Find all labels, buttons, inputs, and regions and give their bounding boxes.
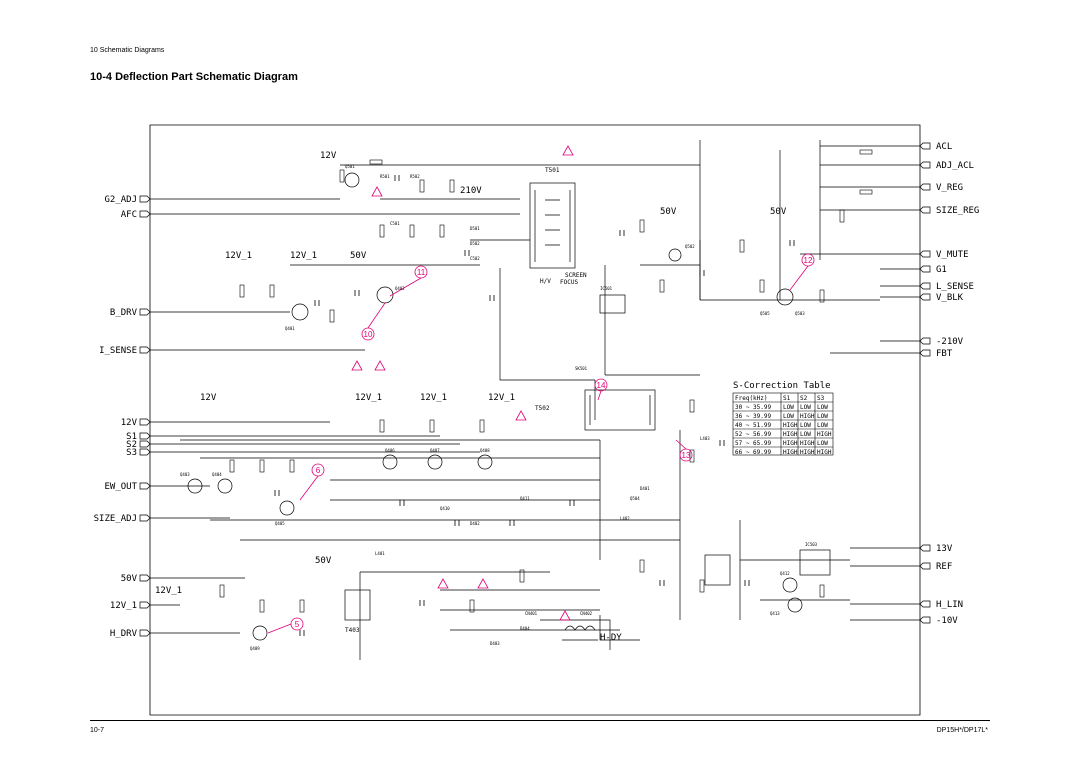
transistor-q412 — [783, 578, 797, 592]
s-table-header: Freq(kHz) — [735, 395, 768, 402]
port-left-4: 12V — [120, 418, 137, 428]
port-left-arrow-6 — [140, 441, 150, 447]
s-table-cell: HIGH — [817, 431, 832, 438]
port-right-3: SIZE_REG — [936, 206, 980, 216]
port-left-arrow-9 — [140, 515, 150, 521]
ref-d501: D501 — [470, 226, 480, 231]
marker-5: 5 — [294, 620, 300, 629]
s-table-cell: LOW — [817, 422, 828, 429]
ref-l403: L403 — [700, 436, 710, 441]
screen-label: SCREEN — [565, 272, 587, 279]
s-table-cell: HIGH — [800, 440, 815, 447]
transistor-q407 — [428, 455, 442, 469]
s-table-cell: HIGH — [783, 440, 798, 447]
rail-r12v1_c: 12V_1 — [355, 393, 383, 403]
port-left-11: 12V_1 — [109, 601, 137, 611]
port-left-arrow-0 — [140, 196, 150, 202]
footer-rule — [90, 720, 990, 721]
s-table-cell: HIGH — [817, 449, 832, 456]
ref-r501: R501 — [380, 174, 390, 179]
rail-r50v_d: 50V — [315, 556, 332, 566]
port-right-10: 13V — [936, 544, 953, 554]
ref-c501: C501 — [390, 221, 400, 226]
port-right-arrow-12 — [920, 601, 930, 607]
port-left-arrow-10 — [140, 575, 150, 581]
ref-q405: Q405 — [275, 521, 285, 526]
rail-12v1-extra: 12V_1 — [488, 393, 516, 403]
marker-14: 14 — [596, 381, 606, 390]
s-table-header: S1 — [783, 395, 791, 402]
port-left-7: S3 — [126, 448, 137, 458]
port-right-arrow-8 — [920, 338, 930, 344]
s-table-cell: 30 ~ 35.99 — [735, 404, 772, 411]
port-left-5: S1 — [126, 432, 137, 442]
ref-q504: Q504 — [630, 496, 640, 501]
ref-q505: Q505 — [760, 311, 770, 316]
ref-q501: Q501 — [345, 164, 355, 169]
transistor-q405 — [280, 501, 294, 515]
port-right-5: G1 — [936, 265, 947, 275]
port-left-arrow-5 — [140, 433, 150, 439]
focus-label: FOCUS — [560, 279, 579, 286]
rail-r12v1_e: 12V_1 — [155, 586, 183, 596]
port-right-arrow-9 — [920, 350, 930, 356]
s-table-header: S2 — [800, 395, 808, 402]
port-left-12: H_DRV — [109, 629, 137, 639]
t501-label: T501 — [545, 167, 560, 174]
footer-model: DP15H*/DP17L* — [936, 727, 988, 734]
port-right-arrow-10 — [920, 545, 930, 551]
ref-d404: D404 — [520, 626, 530, 631]
hv-label: H/V — [540, 278, 551, 285]
ref-q408: Q408 — [480, 448, 490, 453]
ref-q404: Q404 — [212, 472, 222, 477]
rail-r50v_a: 50V — [660, 207, 677, 217]
port-right-arrow-7 — [920, 294, 930, 300]
s-table-cell: 40 ~ 51.99 — [735, 422, 772, 429]
port-right-arrow-11 — [920, 563, 930, 569]
port-left-8: EW_OUT — [104, 482, 137, 492]
s-correction-table — [733, 381, 833, 456]
port-right-7: V_BLK — [936, 293, 964, 303]
port-right-arrow-6 — [920, 283, 930, 289]
transistor-q501 — [345, 173, 359, 187]
port-left-9: SIZE_ADJ — [93, 514, 137, 524]
ref-d401: D401 — [640, 486, 650, 491]
s-table-cell: HIGH — [783, 422, 798, 429]
transistor-q402 — [377, 287, 393, 303]
rail-r12v1_b: 12V_1 — [290, 251, 318, 261]
marker-11: 11 — [416, 268, 426, 277]
port-left-10: 50V — [120, 574, 137, 584]
ref-ic501: IC501 — [600, 286, 613, 291]
port-right-arrow-1 — [920, 162, 930, 168]
s-table-cell: 52 ~ 56.99 — [735, 431, 772, 438]
ref-d502: D502 — [470, 241, 480, 246]
transistor-q409 — [253, 626, 267, 640]
port-right-arrow-0 — [920, 143, 930, 149]
transistor-q404 — [218, 479, 232, 493]
port-left-2: B_DRV — [109, 308, 137, 318]
ic-block — [705, 555, 730, 585]
port-right-2: V_REG — [936, 183, 964, 193]
marker-13: 13 — [681, 451, 691, 460]
rail-r210v: 210V — [460, 186, 482, 196]
port-right-4: V_MUTE — [936, 250, 969, 260]
ref-cn402: CN402 — [580, 611, 593, 616]
ref-cn401: CN401 — [525, 611, 538, 616]
rail-r50v_c: 50V — [350, 251, 367, 261]
ref-q502: Q502 — [685, 244, 695, 249]
s-table-cell: LOW — [800, 404, 811, 411]
port-right-arrow-3 — [920, 207, 930, 213]
rail-r12v_a: 12V — [320, 151, 337, 161]
ref-q503: Q503 — [795, 311, 805, 316]
port-right-12: H_LIN — [936, 600, 964, 610]
s-table-header: S3 — [817, 395, 825, 402]
s-table-cell: LOW — [817, 404, 828, 411]
port-left-arrow-2 — [140, 309, 150, 315]
marker-6: 6 — [315, 466, 321, 475]
port-left-0: G2_ADJ — [104, 195, 137, 205]
s-table-cell: LOW — [783, 413, 794, 420]
port-left-arrow-8 — [140, 483, 150, 489]
ref-q413: Q413 — [770, 611, 780, 616]
s-table-cell: 57 ~ 65.99 — [735, 440, 772, 447]
transistor-q503 — [777, 289, 793, 305]
transformer-t403 — [345, 590, 370, 620]
port-right-arrow-4 — [920, 251, 930, 257]
footer-page-number: 10-7 — [90, 727, 105, 734]
rail-r12v_b: 12V — [200, 393, 217, 403]
ref-q407: Q407 — [430, 448, 440, 453]
port-left-arrow-12 — [140, 630, 150, 636]
rail-r50v_b: 50V — [770, 207, 787, 217]
s-table-cell: LOW — [800, 422, 811, 429]
port-left-6: S2 — [126, 440, 137, 450]
ref-ic503: IC503 — [805, 542, 818, 547]
port-right-11: REF — [936, 562, 953, 572]
transistor-q406 — [383, 455, 397, 469]
port-left-arrow-1 — [140, 211, 150, 217]
s-table-cell: LOW — [783, 404, 794, 411]
marker-12: 12 — [803, 256, 813, 265]
section-label: 10 Schematic Diagrams — [90, 47, 165, 54]
port-left-arrow-7 — [140, 449, 150, 455]
s-table-cell: HIGH — [800, 449, 815, 456]
ref-q409: Q409 — [250, 646, 260, 651]
port-left-arrow-4 — [140, 419, 150, 425]
ref-sk501: SK501 — [575, 366, 588, 371]
ref-r502: R502 — [410, 174, 420, 179]
transistor-q401 — [292, 304, 308, 320]
ref-q412: Q412 — [780, 571, 790, 576]
ref-c502: C502 — [470, 256, 480, 261]
ref-q406: Q406 — [385, 448, 395, 453]
port-right-8: -210V — [936, 337, 964, 347]
t502-label: T502 — [535, 405, 550, 412]
port-right-arrow-13 — [920, 617, 930, 623]
port-right-1: ADJ_ACL — [936, 161, 974, 171]
s-table-cell: HIGH — [783, 449, 798, 456]
port-left-arrow-3 — [140, 347, 150, 353]
port-left-arrow-11 — [140, 602, 150, 608]
port-left-1: AFC — [120, 210, 137, 220]
ref-q411: Q411 — [520, 496, 530, 501]
s-table-cell: HIGH — [800, 413, 815, 420]
port-right-arrow-5 — [920, 266, 930, 272]
s-table-cell: LOW — [817, 413, 828, 420]
ref-l402: L402 — [620, 516, 630, 521]
port-left-3: I_SENSE — [99, 346, 137, 356]
marker-10: 10 — [363, 330, 373, 339]
s-table-cell: LOW — [817, 440, 828, 447]
ref-d403: D403 — [490, 641, 500, 646]
s-table-cell: 66 ~ 69.99 — [735, 449, 772, 456]
hdy-label: H-DY — [600, 633, 622, 643]
ic501-block — [600, 295, 625, 313]
rail-r12v1_a: 12V_1 — [225, 251, 253, 261]
ic503-block — [800, 550, 830, 575]
transistor-q408 — [478, 455, 492, 469]
rail-r12v1_d: 12V_1 — [420, 393, 448, 403]
port-right-0: ACL — [936, 142, 953, 152]
port-right-9: FBT — [936, 349, 953, 359]
t403-label: T403 — [345, 627, 360, 634]
ref-d402: D402 — [470, 521, 480, 526]
s-table-cell: LOW — [800, 431, 811, 438]
ref-q403: Q403 — [180, 472, 190, 477]
s-table-cell: HIGH — [783, 431, 798, 438]
s-table-cell: 36 ~ 39.99 — [735, 413, 772, 420]
page-title: 10-4 Deflection Part Schematic Diagram — [90, 71, 298, 83]
port-right-6: L_SENSE — [936, 282, 974, 292]
ref-q402: Q402 — [395, 286, 405, 291]
port-right-13: -10V — [936, 616, 958, 626]
ref-q401: Q401 — [285, 326, 295, 331]
ref-q410: Q410 — [440, 506, 450, 511]
transistor-q502 — [669, 249, 681, 261]
ref-l401: L401 — [375, 551, 385, 556]
port-right-arrow-2 — [920, 184, 930, 190]
s-table-title: S-Correction Table — [733, 381, 831, 391]
